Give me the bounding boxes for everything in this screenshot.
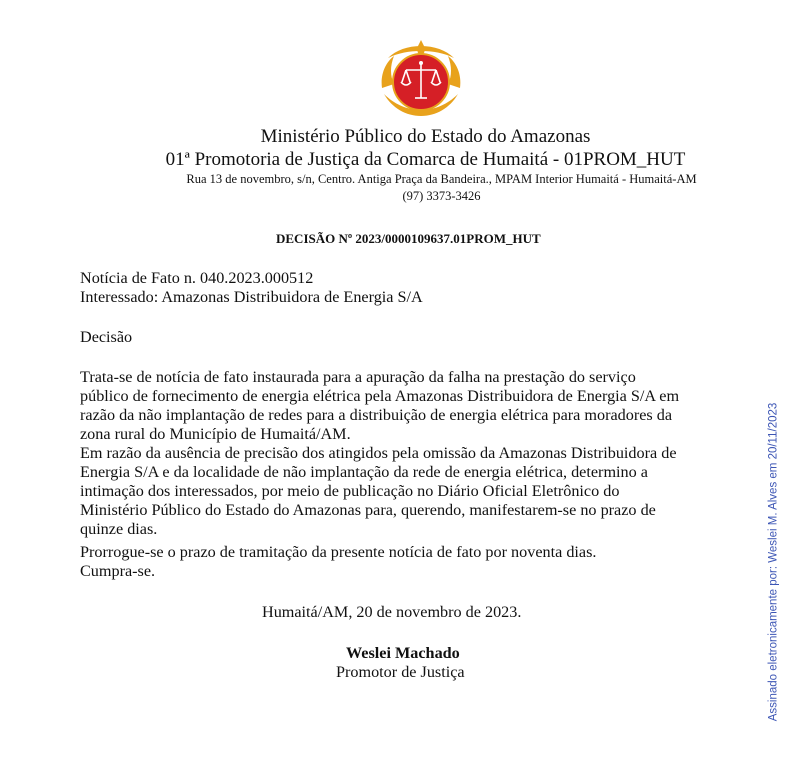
body-line: razão da não implantação de redes para a distribuição de energia elétrica para moradores da — [80, 406, 673, 424]
address: Rua 13 de novembro, s/n, Centro. Antiga Praça da Bandeira., MPAM Interior Humaitá - Humaitá-AM — [186, 172, 697, 186]
body-line: intimação dos interessados, por meio de publicação no Diário Oficial Eletrônico do — [80, 482, 620, 500]
body-line: Prorrogue-se o prazo de tramitação da presente notícia de fato por noventa dias. — [80, 543, 597, 561]
body-line: Trata-se de notícia de fato instaurada para a apuração da falha na prestação do serviço — [80, 368, 636, 386]
body-line: Em razão da ausência de precisão dos atingidos pela omissão da Amazonas Distribuidora de — [80, 444, 677, 462]
body-line: Cumpra-se. — [80, 562, 156, 580]
body-line: Energia S/A e da localidade de não implantação da rede de energia elétrica, determino a — [80, 463, 648, 481]
place-date: Humaitá/AM, 20 de novembro de 2023. — [262, 603, 522, 621]
phone: (97) 3373-3426 — [402, 189, 481, 203]
interested-party: Interessado: Amazonas Distribuidora de Energia S/A — [80, 288, 423, 306]
electronic-signature-stamp — [764, 390, 782, 734]
decision-title: DECISÃO Nº 2023/0000109637.01PROM_HUT — [276, 231, 541, 246]
emblem — [378, 38, 464, 124]
signer-name: Weslei Machado — [346, 644, 460, 662]
promotoria-name: 01ª Promotoria de Justiça da Comarca de Humaitá - 01PROM_HUT — [165, 149, 686, 170]
body-line: quinze dias. — [80, 520, 158, 538]
body-line: zona rural do Município de Humaitá/AM. — [80, 425, 351, 443]
scales-of-justice-emblem-icon — [378, 38, 464, 124]
institution-name: Ministério Público do Estado do Amazonas — [260, 126, 591, 147]
body-line: público de fornecimento de energia elétrica pela Amazonas Distribuidora de Energia S/A em — [80, 387, 680, 405]
body-line: Ministério Público do Estado do Amazonas para, querendo, manifestarem-se no prazo de — [80, 501, 656, 519]
decision-heading: Decisão — [80, 328, 133, 346]
notice-number: Notícia de Fato n. 040.2023.000512 — [80, 269, 314, 287]
electronic-signature-text: Assinado eletronicamente por: Weslei M. Alves em 20/11/2023 — [767, 402, 779, 722]
signer-role: Promotor de Justiça — [336, 663, 465, 681]
